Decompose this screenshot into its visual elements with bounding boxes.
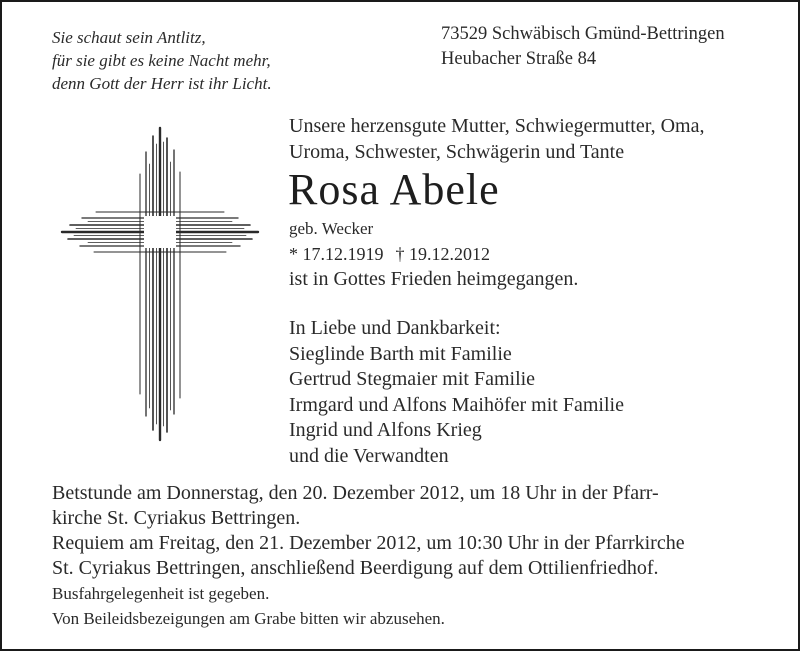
address-street: Heubacher Straße 84 <box>441 49 597 69</box>
mourners-list <box>289 316 624 469</box>
notice-line: Requiem am Freitag, den 21. Dezember 2012, um 10:30 Uhr in der Pfarrkirche <box>52 532 685 554</box>
service-notices <box>52 481 685 631</box>
mourners-heading: In Liebe und Dankbarkeit: <box>289 317 501 339</box>
notice-line: kirche St. Cyriakus Bettringen. <box>52 507 301 529</box>
maiden-name: geb. Wecker <box>289 219 374 238</box>
notice-line: St. Cyriakus Bettringen, anschließend Beerdigung auf dem Ottilienfriedhof. <box>52 557 659 579</box>
mourner-entry: Sieglinde Barth mit Familie <box>289 342 512 365</box>
deceased-name: Rosa Abele <box>288 165 500 214</box>
mourner-entry: Ingrid und Alfons Krieg <box>289 419 482 441</box>
bus-notice: Busfahrgelegenheit ist gegeben. <box>52 584 270 603</box>
passed-away-text: ist in Gottes Frieden heimgegangen. <box>289 268 579 290</box>
intro-line: Uroma, Schwester, Schwägerin und Tante <box>289 141 625 163</box>
mourner-entry: und die Verwandten <box>289 444 449 467</box>
notice-line: Betstunde am Donnerstag, den 20. Dezember 2012, um 18 Uhr in der Pfarr- <box>52 482 659 504</box>
cross-icon <box>60 124 260 444</box>
mourner-entry: Gertrud Stegmaier mit Familie <box>289 368 536 390</box>
relationship-intro <box>289 113 704 165</box>
life-dates <box>289 242 490 266</box>
death-date: † 19.12.2012 <box>395 244 490 264</box>
mourner-entry: Irmgard und Alfons Maihöfer mit Familie <box>289 393 624 416</box>
birth-date: * 17.12.1919 <box>289 244 384 264</box>
address-city: 73529 Schwäbisch Gmünd-Bettringen <box>441 24 725 44</box>
intro-line: Unsere herzensgute Mutter, Schwiegermutter, Oma, <box>289 115 705 137</box>
address-block <box>441 22 725 72</box>
motto-quote <box>52 26 272 95</box>
condolence-notice: Von Beileidsbezeigungen am Grabe bitten wir abzusehen. <box>52 609 445 628</box>
motto-line: denn Gott der Herr ist ihr Licht. <box>52 74 272 93</box>
motto-line: Sie schaut sein Antlitz, <box>52 28 206 47</box>
motto-line: für sie gibt es keine Nacht mehr, <box>52 51 271 70</box>
